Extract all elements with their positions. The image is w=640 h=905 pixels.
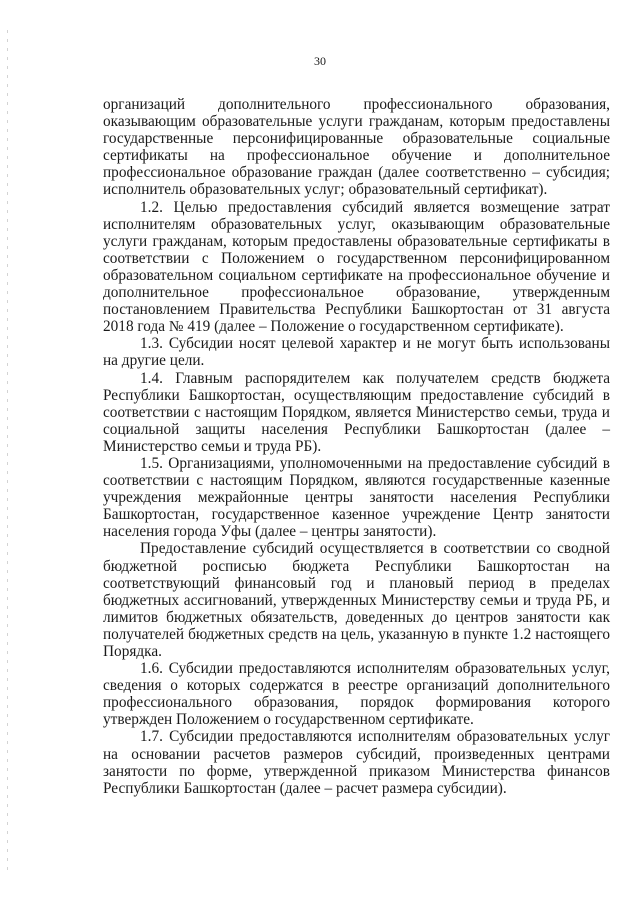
paragraph-continuation: организаций дополнительного профессионального образования, оказывающим образовательные услуги гражданам, которым предоставлены государственные персонифицированные образовательные социальные сертификаты на профессиональное обучение и дополнительное профессиональное образование граждан (далее соответственно – субсидия; исполнитель образовательных услуг; образовательный сертификат). bbox=[103, 96, 610, 199]
page-number: 30 bbox=[314, 54, 326, 68]
paragraph-1-4: 1.4. Главным распорядителем как получателем средств бюджета Республики Башкортостан, осуществляющим предоставление субсидий в соответствии с настоящим Порядком, является Министерство семьи, труда и социальной защиты населения Республики Башкортостан (далее – Министерство семьи и труда РБ). bbox=[103, 369, 610, 455]
paragraph-1-2: 1.2. Целью предоставления субсидий является возмещение затрат исполнителям образовательных услуг, оказывающим образовательные услуги гражданам, которым предоставлены образовательные сертификаты в соответствии с Положением о государственном персонифицированном образовательном социальном сертификате на профессиональное обучение и дополнительное профессиональное образование, утвержденным постановлением Правительства Республики Башкортостан от 31 августа 2018 года № 419 (далее – Положение о государственном сертификате). bbox=[103, 198, 610, 336]
paragraph-1-5: 1.5. Организациями, уполномоченными на предоставление субсидий в соответствии с настоящим Порядком, являются государственные казенные учреждения межрайонные центры занятости населения Республики Башкортостан, государственное казенное учреждение Центр занятости населения города Уфы (далее – центры занятости). bbox=[103, 454, 610, 541]
scan-margin-mark bbox=[7, 30, 8, 875]
paragraph-1-5-continued: Предоставление субсидий осуществляется в соответствии со сводной бюджетной росписью бюджета Республики Башкортостан на соответствующий финансовый год и плановый период в пределах бюджетных ассигнований, утвержденных Министерству семьи и труда РБ, и лимитов бюджетных обязательств, доведенных до центров занятости как получателей бюджетных средств на цель, указанную в пункте 1.2 настоящего Порядка. bbox=[103, 540, 610, 660]
paragraph-1-6: 1.6. Субсидии предоставляются исполнителям образовательных услуг, сведения о которых содержатся в реестре организаций дополнительного профессионального образования, порядок формирования которого утвержден Положением о государственном сертификате. bbox=[103, 660, 610, 729]
paragraph-1-7: 1.7. Субсидии предоставляются исполнителям образовательных услуг на основании расчетов размеров субсидий, произведенных центрами занятости по форме, утвержденной приказом Министерства финансов Республики Башкортостан (далее – расчет размера субсидии). bbox=[103, 728, 610, 797]
document-body bbox=[103, 96, 610, 797]
paragraph-1-3: 1.3. Субсидии носят целевой характер и не могут быть использованы на другие цели. bbox=[103, 335, 610, 370]
